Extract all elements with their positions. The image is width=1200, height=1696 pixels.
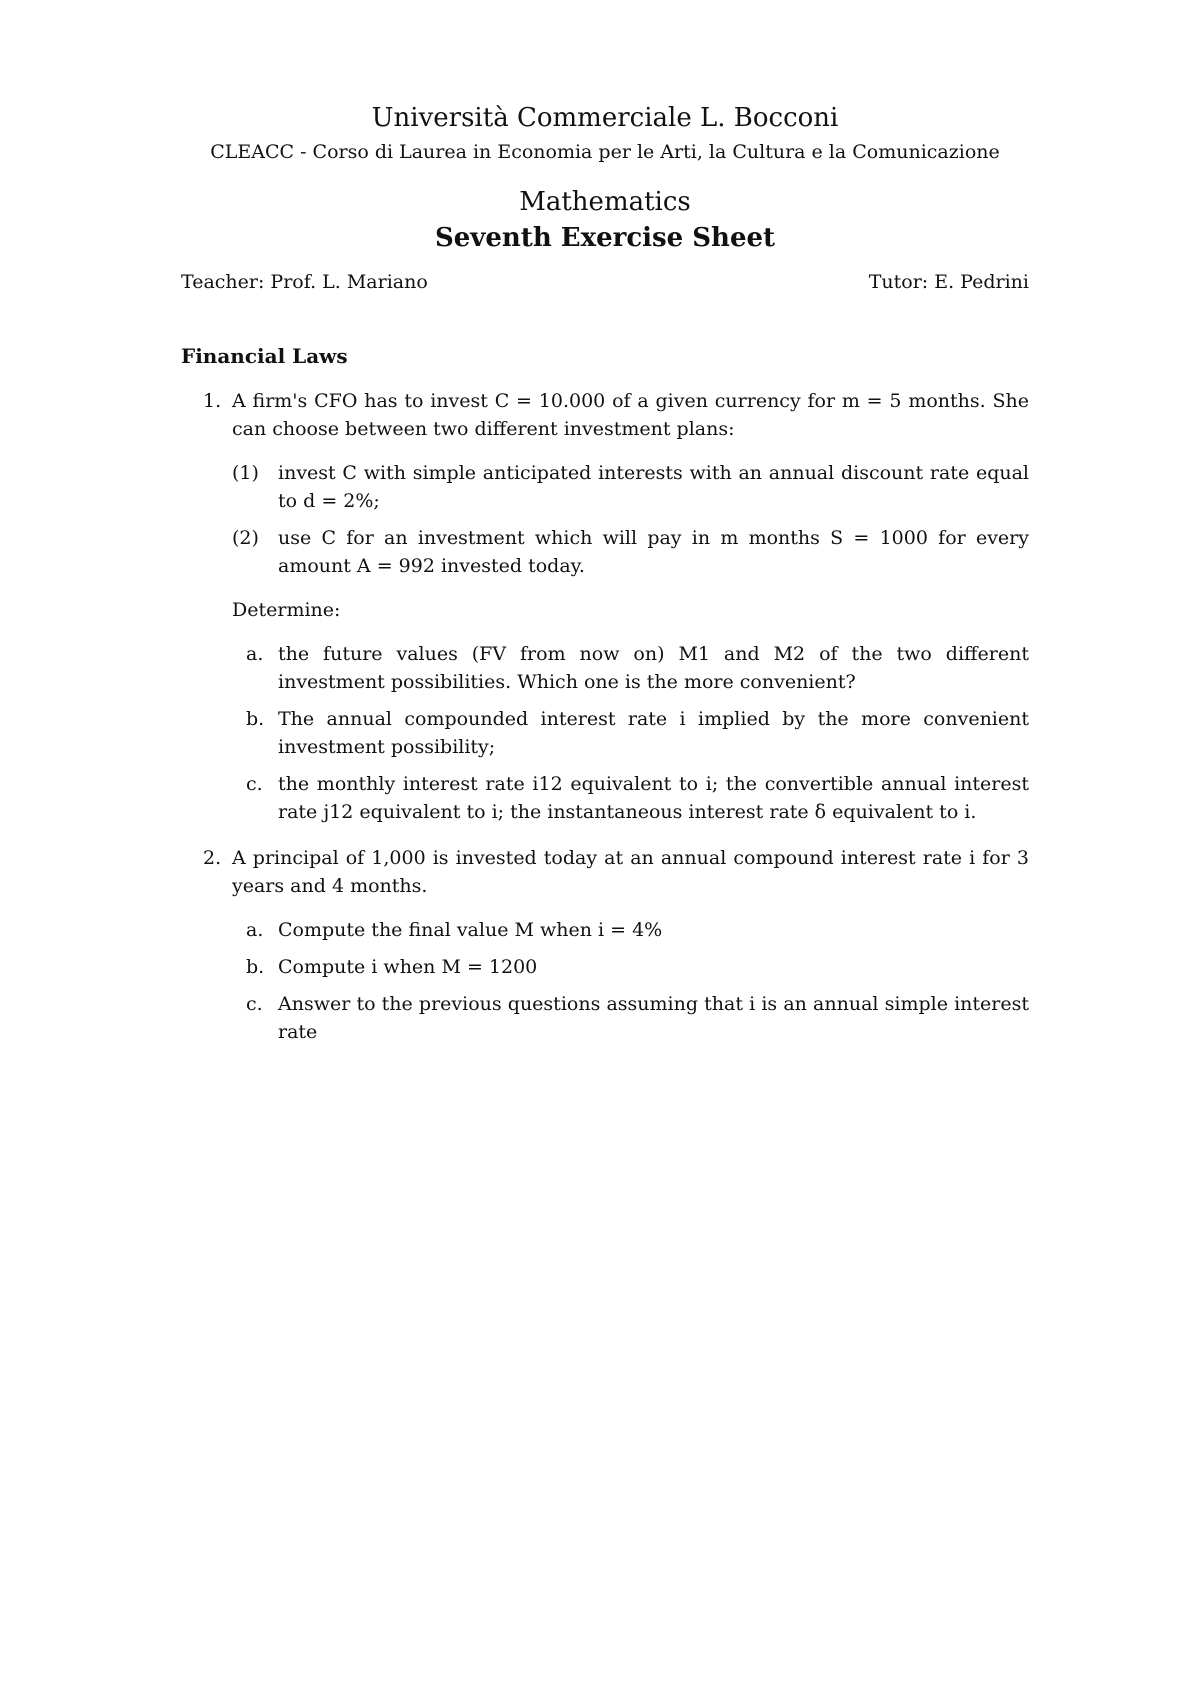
document-subtitle: Seventh Exercise Sheet	[434, 223, 776, 253]
exercise-sheet	[181, 100, 1029, 1046]
teacher: Teacher: Prof. L. Mariano	[181, 271, 428, 293]
question-text: The annual compounded interest rate i implied by the more convenient investment possibility;	[278, 708, 1029, 758]
document-title: Mathematics	[519, 187, 691, 217]
option-label: (2)	[232, 527, 259, 549]
staff-line	[181, 268, 1029, 296]
option	[232, 459, 1029, 515]
question-label: a.	[246, 919, 264, 941]
exercise-intro: A principal of 1,000 is invested today at an annual compound interest rate i for 3 years and 4 months.	[232, 847, 1029, 897]
tutor: Tutor: E. Pedrini	[868, 271, 1029, 293]
question-text: Compute i when M = 1200	[278, 956, 538, 978]
exercise-number: 2.	[203, 847, 222, 869]
question-item	[232, 916, 1029, 944]
question-item	[232, 640, 1029, 696]
question-text: Compute the final value M when i = 4%	[278, 919, 663, 941]
question-label: c.	[246, 773, 263, 795]
question-label: b.	[246, 708, 265, 730]
question-text: the future values (FV from now on) M1 and M2 of the two different investment possibilities. Which one is the more convenient?	[278, 643, 1029, 693]
question-item	[232, 770, 1029, 826]
section-title: Financial Laws	[181, 344, 348, 368]
question-label: c.	[246, 993, 263, 1015]
question-item	[232, 990, 1029, 1046]
option	[232, 524, 1029, 580]
question-item	[232, 705, 1029, 761]
exercise-number: 1.	[203, 390, 222, 412]
determine-label: Determine:	[232, 599, 341, 621]
option-text: invest C with simple anticipated interests with an annual discount rate equal to d = 2%;	[278, 462, 1029, 512]
exercise-1	[181, 387, 1029, 826]
header	[181, 100, 1029, 256]
question-label: a.	[246, 643, 264, 665]
exercise-intro: A firm's CFO has to invest C = 10.000 of a given currency for m = 5 months. She can choose between two different investment plans:	[232, 390, 1029, 440]
question-text: Answer to the previous questions assuming that i is an annual simple interest rate	[278, 993, 1029, 1043]
university-name: Università Commerciale L. Bocconi	[371, 103, 839, 133]
option-label: (1)	[232, 462, 259, 484]
exercise-2	[181, 844, 1029, 1046]
question-item	[232, 953, 1029, 981]
course-name: CLEACC - Corso di Laurea in Economia per le Arti, la Cultura e la Comunicazione	[210, 141, 1000, 163]
option-text: use C for an investment which will pay in m months S = 1000 for every amount A = 992 invested today.	[278, 527, 1029, 577]
question-label: b.	[246, 956, 265, 978]
question-text: the monthly interest rate i12 equivalent to i; the convertible annual interest rate j12 equivalent to i; the instantaneous interest rate δ equivalent to i.	[278, 773, 1029, 823]
